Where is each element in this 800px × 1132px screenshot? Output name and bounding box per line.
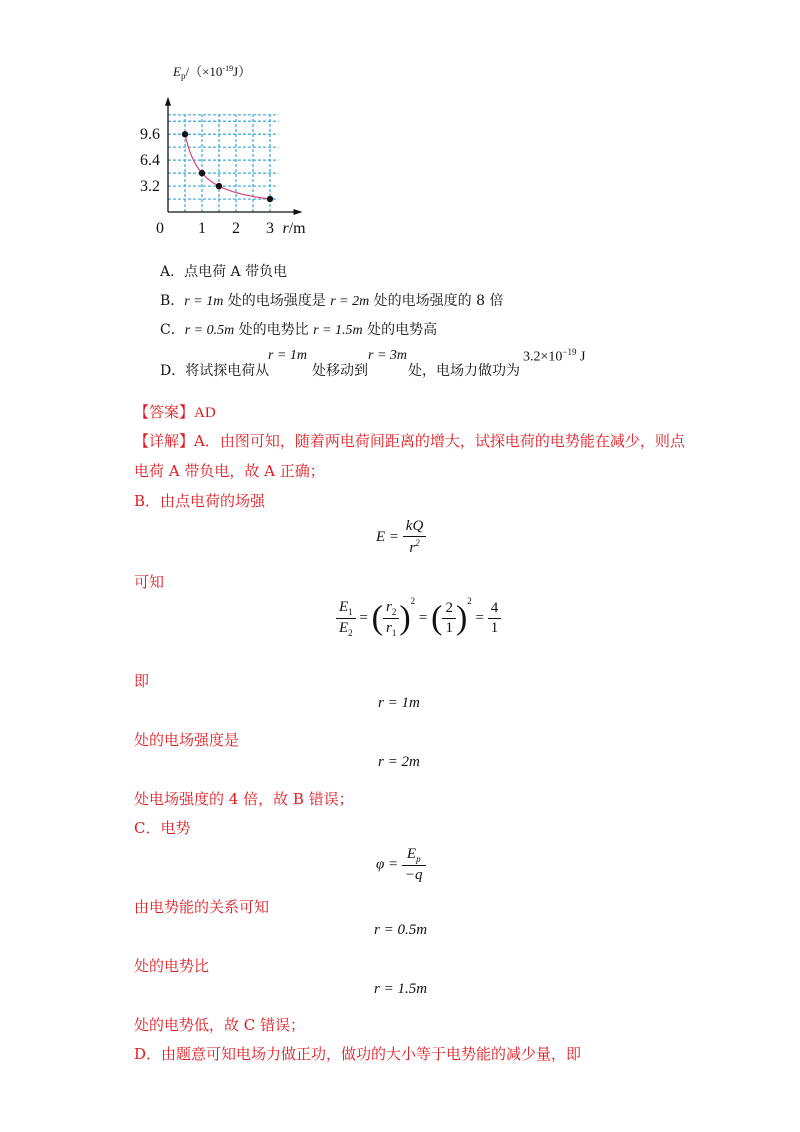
- y-tick-label-1: 6.4: [140, 152, 160, 170]
- ratio-e2-sub: 2: [348, 628, 353, 639]
- ratio-eq-1: =: [359, 610, 368, 626]
- ratio-r1: r: [385, 620, 392, 637]
- ratio-r2-sub: 2: [391, 607, 397, 618]
- ratio-two-num: 2: [442, 600, 456, 619]
- formula-r1m: r = 1m: [378, 695, 420, 711]
- x-tick-label-1: 2: [232, 220, 240, 237]
- formula-ratio-two: [442, 600, 456, 637]
- answer-line: [134, 401, 216, 422]
- option-b-label: B．: [160, 293, 185, 309]
- option-d-work-exp: −19: [562, 347, 577, 357]
- data-point-3: [267, 196, 273, 202]
- ratio-sq-2: 2: [467, 596, 472, 606]
- formula-ratio-r: [383, 599, 399, 638]
- explain-line-5: 即: [134, 672, 150, 690]
- formula-e-lhs: E =: [376, 528, 400, 545]
- formula-phi-lhs: φ =: [376, 856, 399, 873]
- explain-line-6: 处的电场强度是: [134, 731, 240, 749]
- option-d-work-base: 3.2×10: [523, 349, 563, 365]
- option-b-mid: 处的电场强度是: [223, 293, 331, 309]
- answer-value: AD: [194, 405, 216, 421]
- option-a-text: A．点电荷 A 带负电: [160, 264, 288, 280]
- option-c-r1: r = 0.5m: [184, 323, 235, 338]
- option-d-r1: r = 1m: [268, 348, 308, 363]
- energy-curve: [185, 134, 270, 199]
- ratio-eq-2: =: [418, 610, 428, 626]
- option-a: [160, 261, 287, 281]
- explain-line-1: [134, 430, 685, 451]
- y-tick-label-2: 3.2: [140, 178, 160, 196]
- option-d: [160, 360, 269, 380]
- answer-label: 【答案】: [134, 403, 195, 421]
- y-axis-label: $E_p/(\times 10^{-19}J)$: [173, 64, 252, 81]
- phi-num: E: [406, 846, 417, 862]
- ratio-two-den: 1: [445, 620, 453, 637]
- explain-line-4: 可知: [134, 573, 165, 591]
- option-c-post: 处的电势高: [362, 322, 438, 338]
- ratio-e1-sub: 1: [348, 607, 353, 618]
- formula-ratio-e: [336, 599, 356, 638]
- option-c-label: C．: [160, 322, 185, 338]
- explain-line-9: 由电势能的关系可知: [134, 898, 270, 916]
- ratio-eq-3: =: [475, 610, 484, 626]
- option-b-post: 处的电场强度的 8 倍: [369, 293, 504, 309]
- x-axis-label: r/m: [282, 220, 306, 237]
- formula-e-num: kQ: [403, 518, 427, 537]
- paren-close-2: ): [455, 599, 468, 637]
- energy-distance-chart: [130, 60, 350, 240]
- data-point-0: [182, 131, 188, 137]
- option-d-work: [523, 347, 585, 366]
- ratio-r2: r: [385, 599, 392, 616]
- explain-line-3: B．由点电荷的场强: [134, 492, 266, 510]
- y-tick-label-0: 9.6: [140, 126, 160, 144]
- explain-label: 【详解】: [134, 432, 195, 450]
- explain-line-11: 处的电势低，故 C 错误；: [134, 1016, 306, 1034]
- x-axis-arrow: [294, 209, 303, 215]
- paren-open-2: (: [431, 599, 443, 637]
- option-d-label: D．将试探电荷从: [160, 363, 270, 379]
- data-point-1: [199, 170, 205, 176]
- ratio-e2: E: [339, 620, 349, 637]
- option-d-mid: 处移动到: [312, 363, 368, 379]
- ratio-sq-1: 2: [410, 596, 416, 606]
- phi-num-sub: p: [416, 854, 421, 864]
- formula-e-den-exp: 2: [415, 538, 420, 548]
- explain-line-2: 电荷 A 带负电，故 A 正确；: [134, 462, 325, 480]
- ratio-r1-sub: 1: [391, 628, 397, 639]
- explain-line-7: 处电场强度的 4 倍，故 B 错误；: [134, 790, 354, 808]
- option-c: [160, 319, 437, 339]
- ratio-four-num: 4: [488, 600, 502, 619]
- option-b: [160, 290, 504, 310]
- explain-l1: A．由图可知，随着两电荷间距离的增大，试探电荷的电势能在减少，则点: [194, 432, 685, 450]
- paren-open-1: (: [371, 599, 383, 637]
- x-tick-label-2: 3: [266, 220, 274, 237]
- option-d-r2: r = 3m: [368, 348, 408, 363]
- y-axis-arrow: [165, 97, 171, 106]
- formula-e-frac: [403, 518, 427, 557]
- data-point-2: [216, 183, 222, 189]
- formula-ratio: [336, 596, 501, 638]
- x-tick-label-0: 1: [198, 220, 206, 237]
- option-b-r2: r = 2m: [330, 294, 370, 309]
- option-c-r2: r = 1.5m: [313, 323, 363, 338]
- formula-r2m: r = 2m: [378, 754, 420, 770]
- option-d-mid2: 处，电场力做功为: [408, 363, 520, 379]
- formula-e-den: r: [409, 540, 416, 556]
- formula-r15: r = 1.5m: [374, 981, 428, 997]
- paren-close-1: ): [399, 599, 411, 637]
- formula-r05: r = 0.5m: [374, 922, 428, 938]
- option-d-work-unit: J: [576, 349, 586, 365]
- phi-den: −q: [404, 867, 423, 883]
- explain-line-10: 处的电势比: [134, 957, 210, 975]
- formula-ratio-four: [488, 600, 502, 637]
- ratio-e1: E: [339, 599, 349, 616]
- formula-field-strength: [376, 518, 426, 557]
- formula-potential: [376, 846, 426, 884]
- chart-svg: [130, 60, 350, 240]
- explain-line-12: D．由题意可知电场力做正功，做功的大小等于电势能的减少量，即: [134, 1045, 582, 1063]
- option-c-mid: 处的电势比: [234, 322, 314, 338]
- option-b-r1: r = 1m: [184, 294, 224, 309]
- ratio-four-den: 1: [490, 620, 499, 637]
- explain-line-8: C．电势: [134, 819, 191, 837]
- origin-label: 0: [156, 220, 164, 237]
- formula-phi-frac: [402, 846, 426, 884]
